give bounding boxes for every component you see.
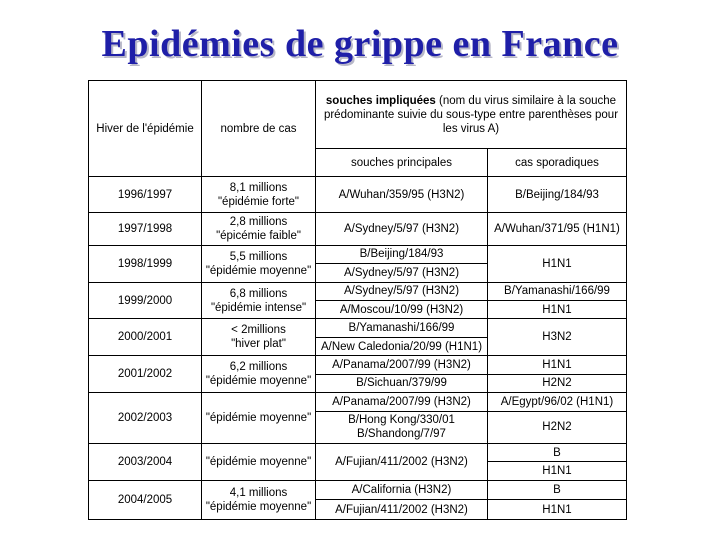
cases-count: 4,1 millions [229, 486, 288, 499]
cases-cell [202, 480, 316, 519]
cases-count: < 2millions [231, 324, 286, 337]
cases-desc: "épidémie intense" [210, 301, 307, 314]
sporadic-cell: B [488, 444, 627, 462]
main-strain-cell: A/California (H3N2) [316, 480, 488, 500]
main-strain-cell: A/New Caledonia/20/99 (H1N1) [316, 337, 488, 355]
winter-cell: 2001/2002 [89, 356, 202, 393]
sporadic-cell: H2N2 [488, 374, 627, 392]
sporadic-cell: H1N1 [488, 462, 627, 480]
winter-cell: 1997/1998 [89, 213, 202, 246]
main-strain-cell: A/Sydney/5/97 (H3N2) [316, 282, 488, 300]
table-row [89, 356, 627, 374]
cases-desc: "épidémie moyenne" [205, 500, 312, 513]
sporadic-cell: H3N2 [488, 319, 627, 356]
cases-cell [202, 282, 316, 319]
sporadic-cell: B/Beijing/184/93 [488, 177, 627, 213]
main-strain-cell: B/Yamanashi/166/99 [316, 319, 488, 337]
sporadic-cell: B [488, 480, 627, 500]
cases-count: 8,1 millions [229, 181, 288, 194]
cases-desc: "épidémie moyenne" [205, 264, 312, 277]
cases-desc: "hiver plat" [231, 338, 286, 351]
cases-count: 6,2 millions [229, 361, 288, 374]
header-cases: nombre de cas [202, 81, 316, 177]
cases-cell [202, 319, 316, 356]
main-strain-cell: A/Panama/2007/99 (H3N2) [316, 393, 488, 411]
main-strain-cell [316, 411, 488, 444]
main-strain-cell: B/Sichuan/379/99 [316, 374, 488, 392]
header-sporadic: cas sporadiques [488, 149, 627, 177]
cases-cell: "épidémie moyenne" [202, 444, 316, 481]
cases-count: 5,5 millions [229, 250, 288, 263]
table-row [89, 282, 627, 300]
page-title: Epidémies de grippe en France [101, 23, 619, 65]
header-winter: Hiver de l'épidémie [89, 81, 202, 177]
header-main-strains: souches principales [316, 149, 488, 177]
cases-desc: "épidémie forte" [217, 195, 300, 208]
winter-cell: 2003/2004 [89, 444, 202, 481]
main-strain-cell: A/Moscou/10/99 (H3N2) [316, 301, 488, 319]
table-row [89, 393, 627, 411]
strain-line: B/Shandong/7/97 [357, 428, 446, 441]
sporadic-cell: A/Wuhan/371/95 (H1N1) [488, 213, 627, 246]
main-strain-cell: B/Beijing/184/93 [316, 245, 488, 263]
winter-cell: 2004/2005 [89, 480, 202, 519]
table-row [89, 177, 627, 213]
cases-cell [202, 245, 316, 282]
sporadic-cell: B/Yamanashi/166/99 [488, 282, 627, 300]
main-strain-cell: A/Fujian/411/2002 (H3N2) [316, 444, 488, 481]
sporadic-cell: H2N2 [488, 411, 627, 444]
winter-cell: 1999/2000 [89, 282, 202, 319]
header-strains-bold: souches impliquées [325, 94, 436, 107]
table-row [89, 319, 627, 337]
main-strain-cell: A/Panama/2007/99 (H3N2) [316, 356, 488, 374]
winter-cell: 1996/1997 [89, 177, 202, 213]
cases-count: 6,8 millions [229, 287, 288, 300]
influenza-table [88, 80, 627, 520]
main-strain-cell: A/Wuhan/359/95 (H3N2) [316, 177, 488, 213]
cases-cell [202, 177, 316, 213]
header-strains [316, 81, 627, 149]
sporadic-cell: H1N1 [488, 500, 627, 520]
main-strain-cell: A/Sydney/5/97 (H3N2) [316, 213, 488, 246]
cases-desc: "épicémie faible" [216, 229, 301, 242]
main-strain-cell: A/Sydney/5/97 (H3N2) [316, 264, 488, 282]
winter-cell: 2000/2001 [89, 319, 202, 356]
table-row [89, 444, 627, 462]
sporadic-cell: H1N1 [488, 245, 627, 282]
cases-count: 2,8 millions [229, 215, 288, 228]
strain-line: B/Hong Kong/330/01 [348, 414, 455, 427]
sporadic-cell: H1N1 [488, 356, 627, 374]
sporadic-cell: A/Egypt/96/02 (H1N1) [488, 393, 627, 411]
header-strains-rest: (nom du virus similaire à la souche prédominante suivie du sous-type entre parenthèses pour les virus A) [323, 94, 619, 135]
cases-cell: "épidémie moyenne" [202, 393, 316, 444]
cases-desc: "épidémie moyenne" [205, 375, 312, 388]
cases-cell [202, 356, 316, 393]
sporadic-cell: H1N1 [488, 301, 627, 319]
table-row [89, 245, 627, 263]
main-strain-cell: A/Fujian/411/2002 (H3N2) [316, 500, 488, 520]
winter-cell: 2002/2003 [89, 393, 202, 444]
cases-cell [202, 213, 316, 246]
table-row [89, 480, 627, 500]
winter-cell: 1998/1999 [89, 245, 202, 282]
table-row [89, 213, 627, 246]
